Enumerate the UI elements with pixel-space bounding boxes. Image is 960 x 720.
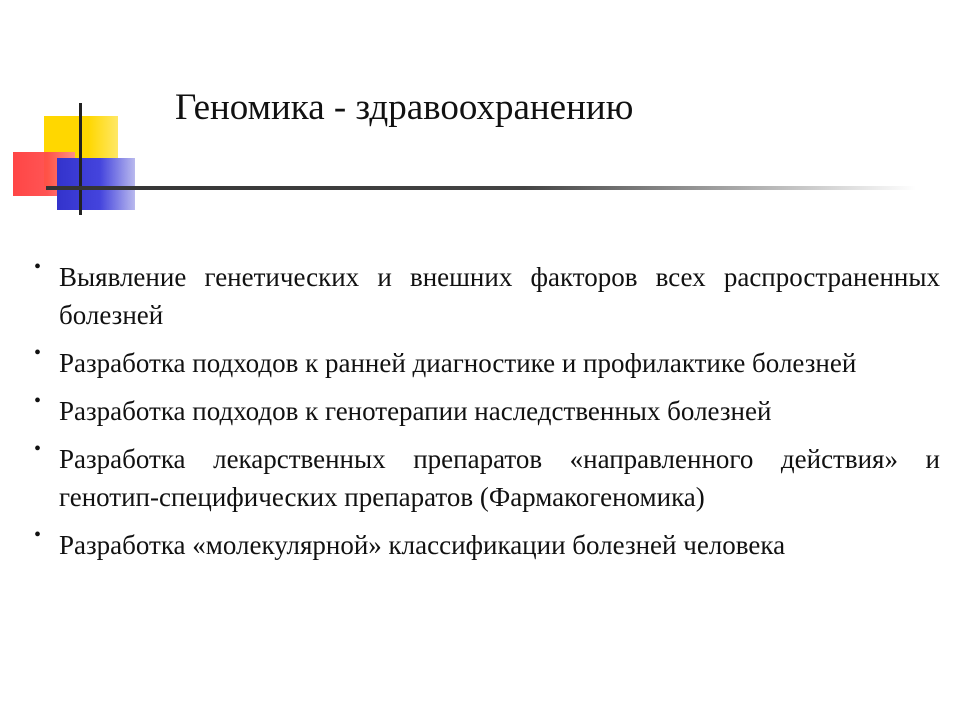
bullet-text: Разработка «молекулярной» классификации болезней человека (59, 530, 786, 560)
bullet-icon: • (34, 390, 42, 412)
bullet-text: Выявление генетических и внешних факторов всех распространенных болезней (59, 262, 940, 330)
bullet-text: Разработка лекарственных препаратов «направленного действия» и генотип-специфических препаратов (Фармакогеномика) (59, 444, 940, 512)
bullet-icon: • (34, 438, 42, 460)
bullet-item-3 (34, 392, 940, 430)
bullet-item-4 (34, 440, 940, 516)
bullet-text: Разработка подходов к ранней диагностике и профилактике болезней (59, 348, 857, 378)
bullet-text: Разработка подходов к генотерапии наследственных болезней (59, 396, 772, 426)
vertical-rule (79, 103, 82, 215)
bullet-list (34, 258, 940, 574)
title-underline-rule (46, 186, 916, 190)
bullet-item-1 (34, 258, 940, 334)
bullet-icon: • (34, 342, 42, 364)
bullet-icon: • (34, 256, 42, 278)
slide-title: Геномика - здравоохранению (175, 87, 634, 128)
bullet-item-2 (34, 344, 940, 382)
bullet-icon: • (34, 524, 42, 546)
blue-square-decoration (57, 158, 135, 210)
bullet-item-5 (34, 526, 940, 564)
